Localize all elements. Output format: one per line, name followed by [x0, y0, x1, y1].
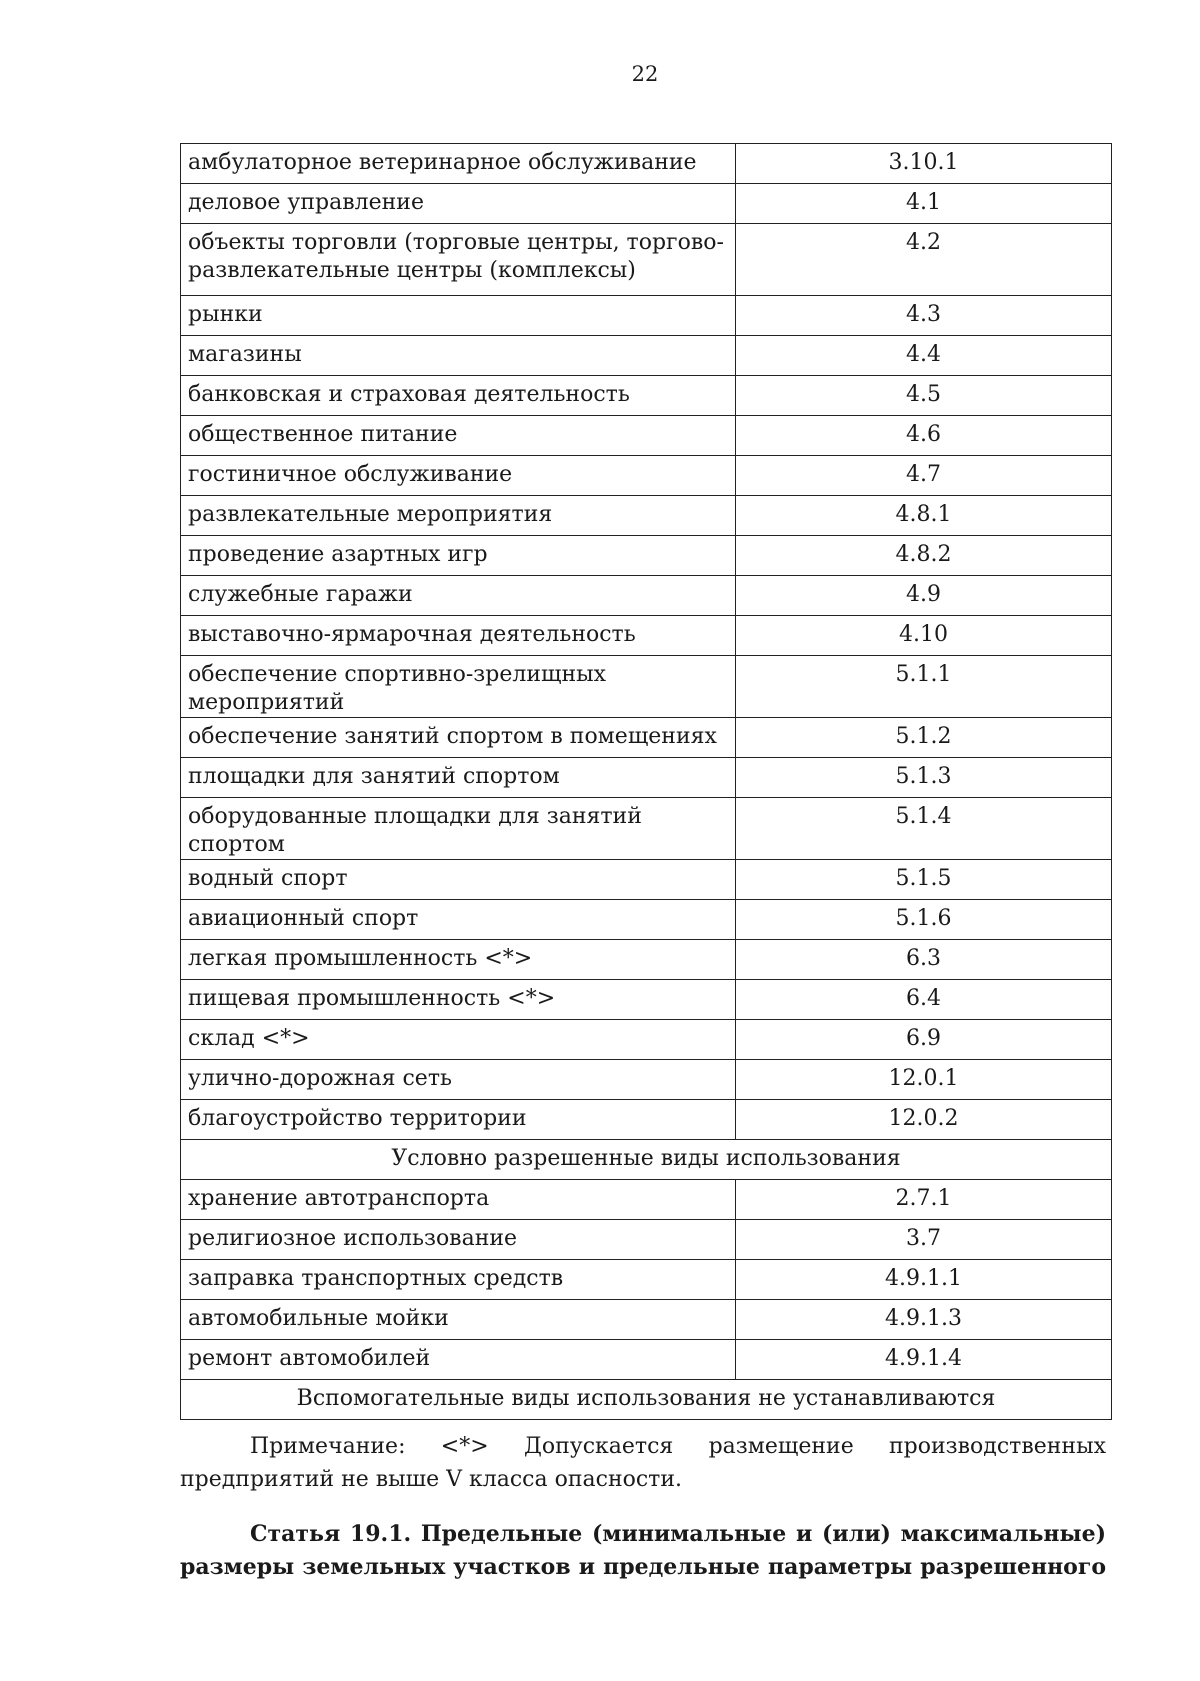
table-row [181, 980, 1112, 1020]
use-type-name: водный спорт [181, 860, 736, 900]
use-type-name: общественное питание [181, 416, 736, 456]
use-type-code: 5.1.5 [736, 860, 1112, 900]
table-row [181, 184, 1112, 224]
use-type-code: 6.3 [736, 940, 1112, 980]
use-type-name: банковская и страховая деятельность [181, 376, 736, 416]
table-row [181, 376, 1112, 416]
table-row [181, 296, 1112, 336]
use-type-name: обеспечение спортивно-зрелищных мероприятий [181, 656, 736, 718]
use-type-name: площадки для занятий спортом [181, 758, 736, 798]
use-type-code: 3.7 [736, 1220, 1112, 1260]
use-type-name: деловое управление [181, 184, 736, 224]
use-type-code: 4.8.1 [736, 496, 1112, 536]
use-type-name: выставочно-ярмарочная деятельность [181, 616, 736, 656]
table-row [181, 940, 1112, 980]
use-type-code: 5.1.2 [736, 718, 1112, 758]
use-type-name: пищевая промышленность <*> [181, 980, 736, 1020]
use-type-name: магазины [181, 336, 736, 376]
use-type-code: 5.1.1 [736, 656, 1112, 718]
use-type-code: 5.1.3 [736, 758, 1112, 798]
use-type-name: улично-дорожная сеть [181, 1060, 736, 1100]
use-type-code: 4.9.1.4 [736, 1340, 1112, 1380]
table-row [181, 1100, 1112, 1140]
use-type-name: авиационный спорт [181, 900, 736, 940]
table-row [181, 1340, 1112, 1380]
use-type-name: ремонт автомобилей [181, 1340, 736, 1380]
use-type-code: 4.6 [736, 416, 1112, 456]
land-use-table [180, 143, 1112, 1420]
use-type-name: религиозное использование [181, 1220, 736, 1260]
table-row [181, 656, 1112, 718]
use-type-name: гостиничное обслуживание [181, 456, 736, 496]
use-type-code: 3.10.1 [736, 144, 1112, 184]
table-row [181, 900, 1112, 940]
section-row [181, 1380, 1112, 1420]
table-row [181, 1300, 1112, 1340]
use-type-code: 4.9.1.3 [736, 1300, 1112, 1340]
page-number: 22 [631, 62, 659, 86]
use-type-code: 4.5 [736, 376, 1112, 416]
use-type-name: служебные гаражи [181, 576, 736, 616]
table-row [181, 496, 1112, 536]
use-type-code: 2.7.1 [736, 1180, 1112, 1220]
footnote: Примечание: <*> Допускается размещение производственных предприятий не выше V класса опасности. [180, 1434, 1106, 1492]
table-row [181, 1060, 1112, 1100]
use-type-name: объекты торговли (торговые центры, торгово-развлекательные центры (комплексы) [181, 224, 736, 296]
use-type-code: 4.8.2 [736, 536, 1112, 576]
use-type-name: благоустройство территории [181, 1100, 736, 1140]
use-type-name: рынки [181, 296, 736, 336]
use-type-code: 4.2 [736, 224, 1112, 296]
use-type-code: 12.0.1 [736, 1060, 1112, 1100]
table-row [181, 718, 1112, 758]
table-row [181, 336, 1112, 376]
section-heading-conditional: Условно разрешенные виды использования [181, 1140, 1112, 1180]
use-type-name: развлекательные мероприятия [181, 496, 736, 536]
use-type-name: склад <*> [181, 1020, 736, 1060]
use-type-name: амбулаторное ветеринарное обслуживание [181, 144, 736, 184]
table-row [181, 758, 1112, 798]
table-row [181, 224, 1112, 296]
table-row [181, 860, 1112, 900]
table-row [181, 536, 1112, 576]
table-row [181, 798, 1112, 860]
section-heading-auxiliary: Вспомогательные виды использования не устанавливаются [181, 1380, 1112, 1420]
use-type-code: 4.4 [736, 336, 1112, 376]
table-row [181, 416, 1112, 456]
section-row [181, 1140, 1112, 1180]
use-type-name: обеспечение занятий спортом в помещениях [181, 718, 736, 758]
use-type-name: автомобильные мойки [181, 1300, 736, 1340]
use-type-code: 4.9.1.1 [736, 1260, 1112, 1300]
table-row [181, 576, 1112, 616]
table-row [181, 1220, 1112, 1260]
use-type-code: 6.4 [736, 980, 1112, 1020]
use-type-code: 4.7 [736, 456, 1112, 496]
use-type-code: 6.9 [736, 1020, 1112, 1060]
table-row [181, 144, 1112, 184]
table-row [181, 1020, 1112, 1060]
table-row [181, 456, 1112, 496]
use-type-code: 4.10 [736, 616, 1112, 656]
use-type-code: 5.1.6 [736, 900, 1112, 940]
article-heading: Статья 19.1. Предельные (минимальные и (или) максимальные) размеры земельных участков и предельные параметры разрешенного [180, 1521, 1106, 1580]
use-type-code: 4.9 [736, 576, 1112, 616]
use-type-name: легкая промышленность <*> [181, 940, 736, 980]
use-type-name: оборудованные площадки для занятий спортом [181, 798, 736, 860]
land-use-table-container [180, 143, 1112, 1420]
use-type-code: 5.1.4 [736, 798, 1112, 860]
use-type-code: 12.0.2 [736, 1100, 1112, 1140]
table-row [181, 1180, 1112, 1220]
use-type-name: проведение азартных игр [181, 536, 736, 576]
use-type-code: 4.3 [736, 296, 1112, 336]
use-type-name: хранение автотранспорта [181, 1180, 736, 1220]
use-type-code: 4.1 [736, 184, 1112, 224]
table-row [181, 616, 1112, 656]
table-row [181, 1260, 1112, 1300]
use-type-name: заправка транспортных средств [181, 1260, 736, 1300]
